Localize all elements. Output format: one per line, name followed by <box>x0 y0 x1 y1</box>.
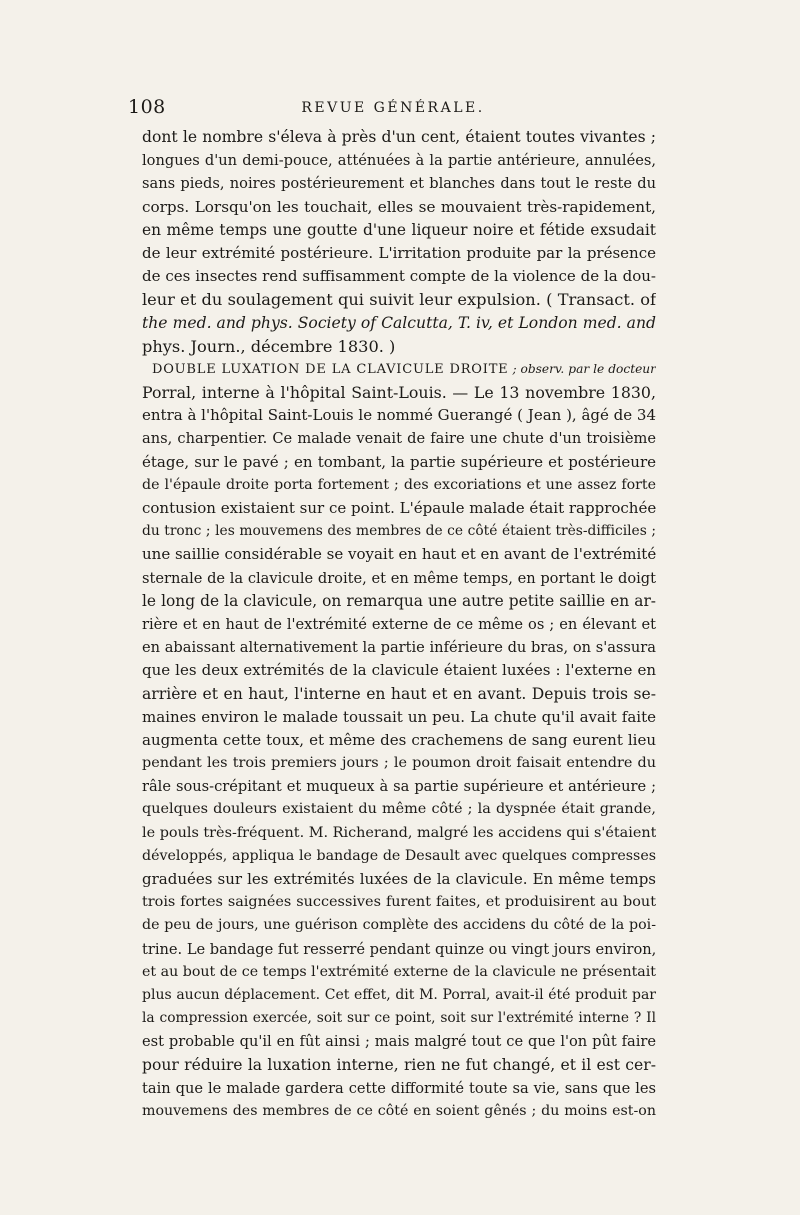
text-line: en abaissant alternativement la partie inférieure du bras, on s'assura <box>142 639 656 657</box>
text-line: de l'épaule droite porta fortement ; des excoriations et une assez forte <box>142 476 656 493</box>
page-header <box>128 96 658 122</box>
text-line: et au bout de ce temps l'extrémité externe de la clavicule ne présentait <box>142 963 656 980</box>
text-line: rière et en haut de l'extrémité externe de ce même os ; en élevant et <box>142 615 656 633</box>
text-line: maines environ le malade toussait un peu. La chute qu'il avait faite <box>142 707 656 726</box>
text-line: tain que le malade gardera cette difformité toute sa vie, sans que les <box>142 1079 656 1097</box>
text-line: trois fortes saignées successives furent faites, et produisirent au bout <box>142 894 656 911</box>
text-line: longues d'un demi-pouce, atténuées à la partie antérieure, annulées, <box>142 152 656 170</box>
text-line: de peu de jours, une guérison complète des accidens du côté de la poi- <box>142 917 656 934</box>
text-line: une saillie considérable se voyait en haut et en avant de l'extrémité <box>142 545 656 564</box>
text-line: la compression exercée, soit sur ce point, soit sur l'extrémité interne ? Il <box>142 1010 656 1027</box>
text-line: graduées sur les extrémités luxées de la clavicule. En même temps <box>142 870 656 888</box>
text-line: leur et du soulagement qui suivit leur expulsion. ( Transact. of <box>142 290 656 310</box>
text-line: ans, charpentier. Ce malade venait de faire une chute d'un troisième <box>142 430 656 448</box>
text-line: plus aucun déplacement. Cet effet, dit M. Porral, avait-il été produit par <box>142 986 656 1003</box>
text-line: pour réduire la luxation interne, rien ne fut changé, et il est cer- <box>142 1055 656 1074</box>
text-line: le pouls très-fréquent. M. Richerand, malgré les accidens qui s'étaient <box>142 824 656 841</box>
text-line: le long de la clavicule, on remarqua une autre petite saillie en ar- <box>142 591 656 610</box>
running-head: REVUE GÉNÉRALE. <box>301 100 485 116</box>
text-line: entra à l'hôpital Saint-Louis le nommé Guerangé ( Jean ), âgé de 34 <box>142 406 656 425</box>
text-line: râle sous-crépitant et muqueux à sa partie supérieure et antérieure ; <box>142 778 656 796</box>
section-heading-line <box>142 358 656 381</box>
text-line: est probable qu'il en fût ainsi ; mais malgré tout ce que l'on pût faire <box>142 1033 656 1051</box>
text-line: étage, sur le pavé ; en tombant, la partie supérieure et postérieure <box>142 452 656 471</box>
text-line: corps. Lorsqu'on les touchait, elles se mouvaient très-rapidement, <box>142 197 656 216</box>
text-line: quelques douleurs existaient du même côté ; la dyspnée était grande, <box>142 801 656 818</box>
text-line: mouvemens des membres de ce côté en soient gênés ; du moins est-on <box>142 1102 656 1119</box>
text-line: arrière et en haut, l'interne en haut et en avant. Depuis trois se- <box>142 684 656 703</box>
section-title: DOUBLE LUXATION DE LA CLAVICULE DROITE <box>152 361 509 377</box>
text-line: augmenta cette toux, et même des crachemens de sang eurent lieu <box>142 730 656 749</box>
text-line: dont le nombre s'éleva à près d'un cent, étaient toutes vivantes ; <box>142 128 656 146</box>
paragraph-clavicle <box>142 358 656 1123</box>
text-line: que les deux extrémités de la clavicule étaient luxées : l'externe en <box>142 661 656 680</box>
page-body <box>142 126 656 1123</box>
text-line: de leur extrémité postérieure. L'irritation produite par la présence <box>142 243 656 262</box>
text-line: de ces insectes rend suffisamment compte de la violence de la dou- <box>142 267 656 286</box>
page-number: 108 <box>128 96 166 118</box>
text-line: Porral, interne à l'hôpital Saint-Louis. — Le 13 novembre 1830, <box>142 383 656 403</box>
text-line: phys. Journ., décembre 1830. ) <box>142 336 396 356</box>
text-line: en même temps une goutte d'une liqueur noire et fétide exsudait <box>142 220 656 239</box>
text-line: trine. Le bandage fut resserré pendant quinze ou vingt jours environ, <box>142 940 656 958</box>
text-line: développés, appliqua le bandage de Desault avec quelques compresses <box>142 847 656 864</box>
text-line: sternale de la clavicule droite, et en même temps, en portant le doigt <box>142 569 656 587</box>
text-line: contusion existaient sur ce point. L'épaule malade était rapprochée <box>142 499 656 517</box>
paragraph-insects <box>142 126 656 358</box>
text-line: sans pieds, noires postérieurement et blanches dans tout le reste du <box>142 175 656 193</box>
section-title-rest: ; observ. par le docteur <box>512 361 656 376</box>
text-line: pendant les trois premiers jours ; le poumon droit faisait entendre du <box>142 755 656 772</box>
text-line: the med. and phys. Society of Calcutta, T. iv, et London med. and <box>142 313 656 332</box>
text-line: du tronc ; les mouvemens des membres de ce côté étaient très-difficiles ; <box>142 523 656 540</box>
